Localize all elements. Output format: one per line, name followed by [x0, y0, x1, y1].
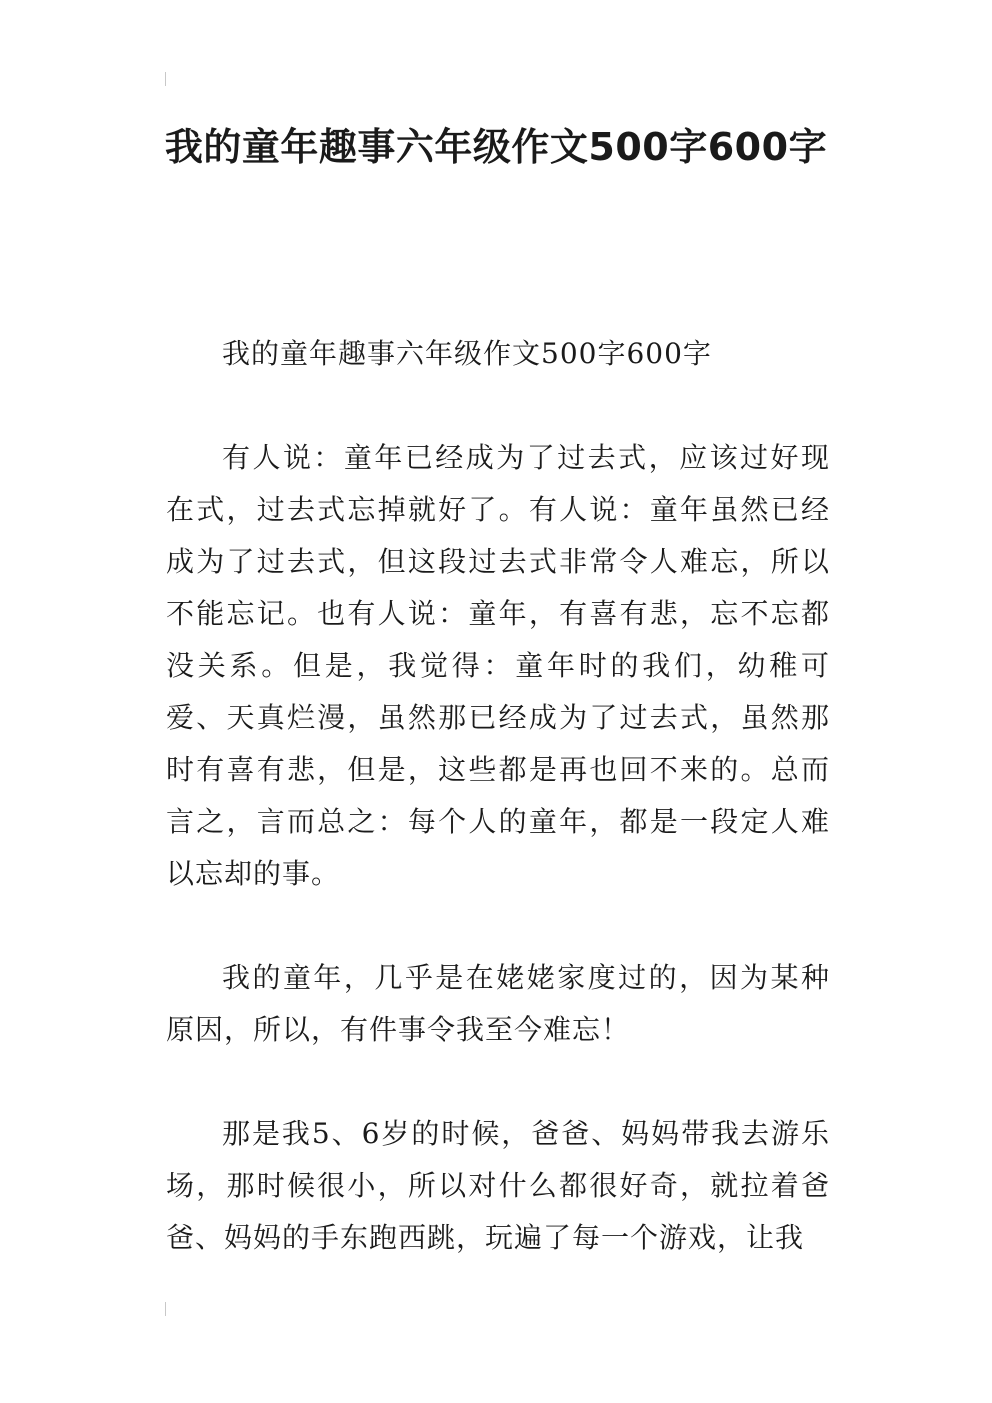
document-title: 我的童年趣事六年级作文500字600字 [164, 125, 828, 169]
page-edge-mark-top [165, 72, 166, 86]
paragraph-1: 有人说：童年已经成为了过去式，应该过好现在式，过去式忘掉就好了。有人说：童年虽然已经成为了过去式，但这段过去式非常令人难忘，所以不能忘记。也有人说：童年，有喜有悲，忘不忘都没关系。但是，我觉得：童年时的我们，幼稚可爱、天真烂漫，虽然那已经成为了过去式，虽然那时有喜有悲，但是，这些都是再也回不来的。总而言之，言而总之：每个人的童年，都是一段定人难以忘却的事。 [166, 441, 830, 890]
page-edge-mark-bottom [165, 1302, 166, 1316]
paragraph-3: 那是我5、6岁的时候，爸爸、妈妈带我去游乐场，那时候很小，所以对什么都很好奇，就拉着爸爸、妈妈的手东跑西跳，玩遍了每一个游戏，让我 [166, 1117, 830, 1254]
document-body [166, 328, 830, 1316]
paragraph-2: 我的童年，几乎是在姥姥家度过的，因为某种原因，所以，有件事令我至今难忘！ [166, 961, 830, 1046]
paragraph-subtitle: 我的童年趣事六年级作文500字600字 [222, 337, 712, 370]
